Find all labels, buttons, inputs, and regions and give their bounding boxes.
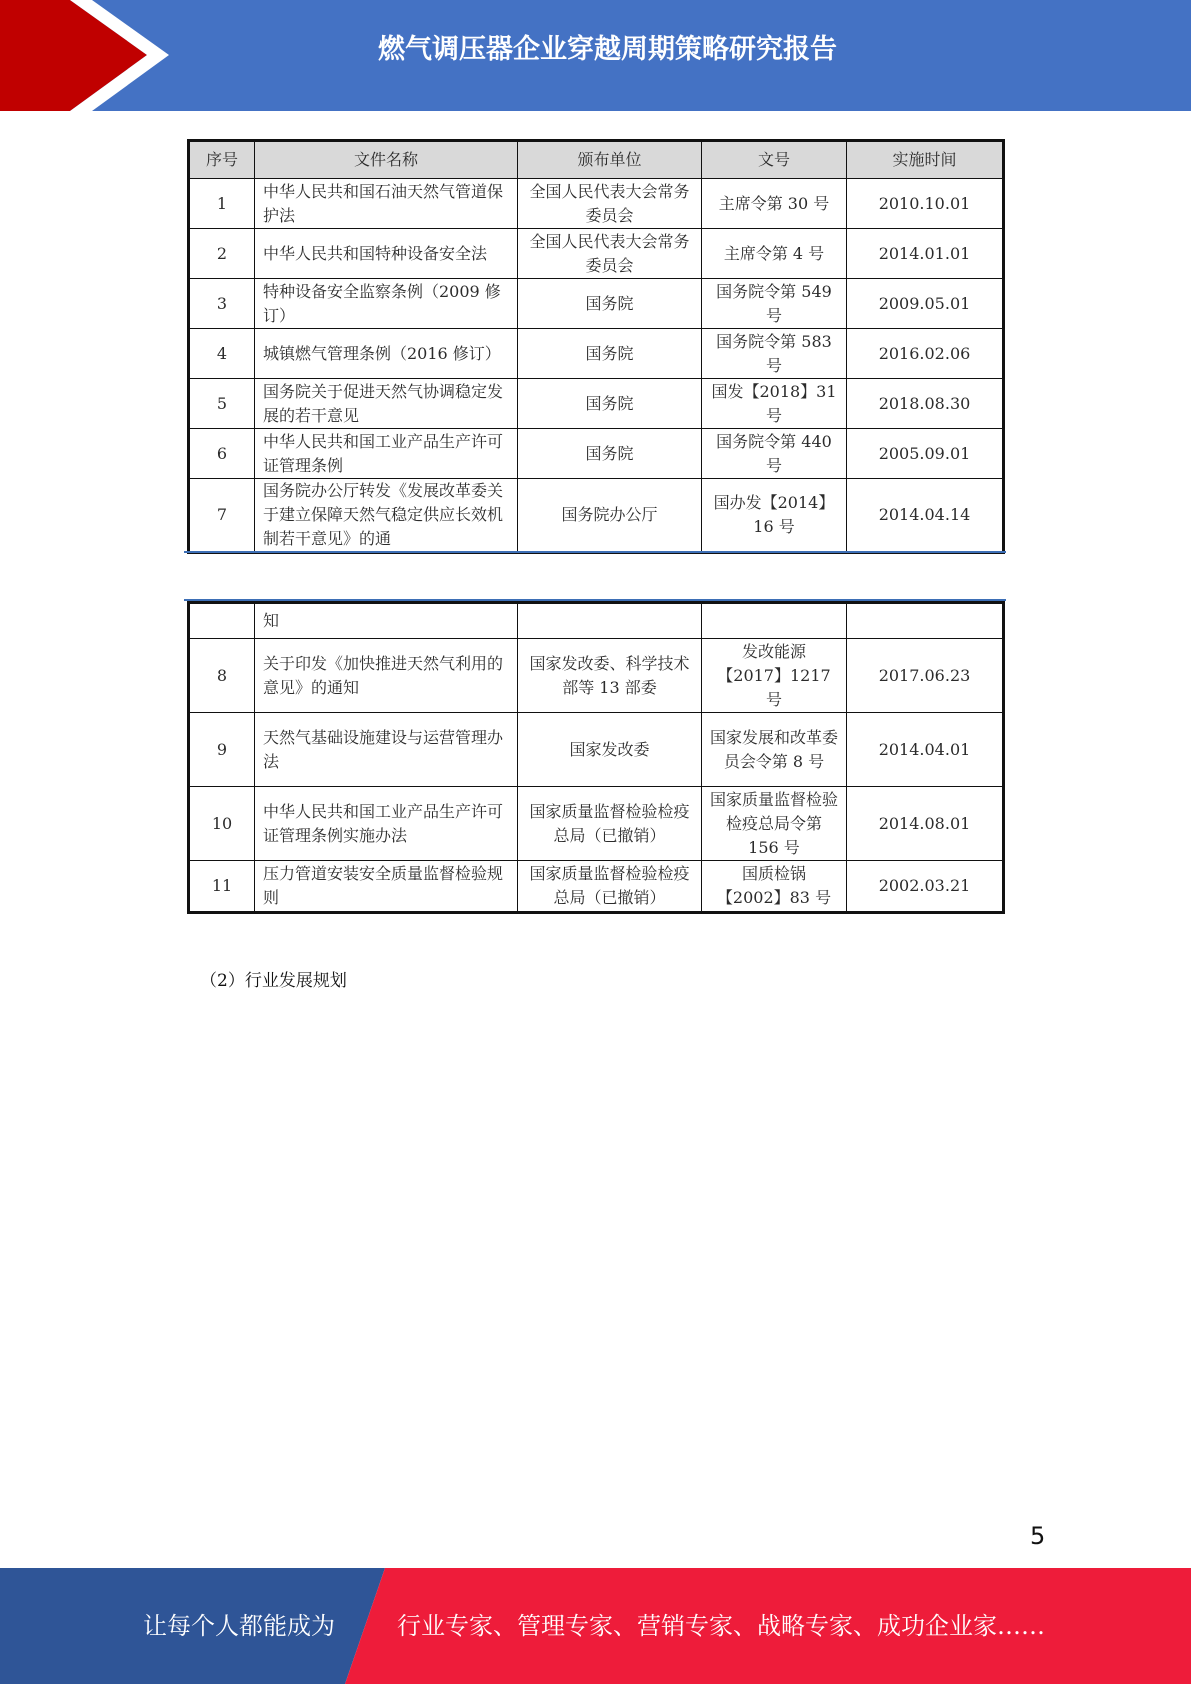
- table-header-row: [189, 141, 1004, 179]
- table-row: [189, 861, 1004, 913]
- table-cell: 2014.04.14: [847, 479, 1004, 553]
- table-cell: 全国人民代表大会常务委员会: [518, 229, 702, 279]
- table-cell: 国务院: [518, 429, 702, 479]
- column-header: 序号: [189, 141, 255, 179]
- table-cell: 主席令第 4 号: [702, 229, 847, 279]
- table-cell: 国家发改委、科学技术部等 13 部委: [518, 639, 702, 713]
- table-cell: 国家质量监督检验检疫总局令第 156 号: [702, 787, 847, 861]
- table-cell: 2002.03.21: [847, 861, 1004, 913]
- page-header: [0, 0, 1191, 111]
- table-cell: 国发【2018】31 号: [702, 379, 847, 429]
- table-cell: 中华人民共和国工业产品生产许可证管理条例实施办法: [255, 787, 518, 861]
- footer-slogan-left: 让每个人都能成为: [143, 1612, 335, 1640]
- table-cell: 中华人民共和国石油天然气管道保护法: [255, 179, 518, 229]
- regulation-table: [187, 139, 1005, 554]
- table-cell: 1: [189, 179, 255, 229]
- table-row: [189, 639, 1004, 713]
- report-title: 燃气调压器企业穿越周期策略研究报告: [378, 34, 837, 65]
- table-row: [189, 329, 1004, 379]
- table-cell: 国家发改委: [518, 713, 702, 787]
- table-cell: 2018.08.30: [847, 379, 1004, 429]
- table-cell: 国务院: [518, 329, 702, 379]
- regulation-table-part1: [187, 139, 1002, 554]
- table-cell: 2: [189, 229, 255, 279]
- column-header: 文号: [702, 141, 847, 179]
- table-cell: 国务院令第 549 号: [702, 279, 847, 329]
- table-cell: 7: [189, 479, 255, 553]
- table-cell: 国家质量监督检验检疫总局（已撤销）: [518, 787, 702, 861]
- table-cell: 中华人民共和国工业产品生产许可证管理条例: [255, 429, 518, 479]
- table-cell: 2010.10.01: [847, 179, 1004, 229]
- table-cell: 5: [189, 379, 255, 429]
- table-cell: 国务院办公厅: [518, 479, 702, 553]
- footer-slogan-right: 行业专家、管理专家、营销专家、战略专家、成功企业家……: [397, 1612, 1045, 1640]
- table-cell: 国质检锅【2002】83 号: [702, 861, 847, 913]
- table-cell: 全国人民代表大会常务委员会: [518, 179, 702, 229]
- table-cell: [847, 603, 1004, 639]
- table-cell: 国家质量监督检验检疫总局（已撤销）: [518, 861, 702, 913]
- table-cell: 8: [189, 639, 255, 713]
- column-header: 颁布单位: [518, 141, 702, 179]
- table-cell: 压力管道安装安全质量监督检验规则: [255, 861, 518, 913]
- table-row: [189, 787, 1004, 861]
- table-cell: 城镇燃气管理条例（2016 修订）: [255, 329, 518, 379]
- table-cell: 10: [189, 787, 255, 861]
- table-cell: 6: [189, 429, 255, 479]
- table-cell: 主席令第 30 号: [702, 179, 847, 229]
- table-cell: [189, 603, 255, 639]
- page-number: 5: [1030, 1522, 1046, 1550]
- table-cell: 2014.01.01: [847, 229, 1004, 279]
- table-row: [189, 229, 1004, 279]
- table-row: [189, 603, 1004, 639]
- table-cell: 2017.06.23: [847, 639, 1004, 713]
- table-row: [189, 279, 1004, 329]
- table-cell: 国务院办公厅转发《发展改革委关于建立保障天然气稳定供应长效机制若干意见》的通: [255, 479, 518, 553]
- table-cell: 2014.08.01: [847, 787, 1004, 861]
- table-cell: 2005.09.01: [847, 429, 1004, 479]
- table-cell: [702, 603, 847, 639]
- regulation-table-part2: [187, 601, 1002, 914]
- table-cell: [518, 603, 702, 639]
- page-split-divider: [184, 551, 1006, 553]
- table-row: [189, 379, 1004, 429]
- table-cell: 11: [189, 861, 255, 913]
- column-header: 文件名称: [255, 141, 518, 179]
- table-cell: 9: [189, 713, 255, 787]
- regulation-table-continued: [187, 601, 1005, 914]
- table-cell: 发改能源【2017】1217 号: [702, 639, 847, 713]
- table-row: [189, 713, 1004, 787]
- column-header: 实施时间: [847, 141, 1004, 179]
- table-cell: 关于印发《加快推进天然气利用的意见》的通知: [255, 639, 518, 713]
- table-cell: 国务院令第 583 号: [702, 329, 847, 379]
- table-cell: 天然气基础设施建设与运营管理办法: [255, 713, 518, 787]
- table-cell: 国家发展和改革委员会令第 8 号: [702, 713, 847, 787]
- page-footer: [0, 1568, 1191, 1684]
- table-cell: 国务院: [518, 279, 702, 329]
- table-cell: 知: [255, 603, 518, 639]
- table-cell: 2016.02.06: [847, 329, 1004, 379]
- table-cell: 国务院令第 440 号: [702, 429, 847, 479]
- table-row: [189, 429, 1004, 479]
- table-cell: 3: [189, 279, 255, 329]
- table-cell: 国务院关于促进天然气协调稳定发展的若干意见: [255, 379, 518, 429]
- table-row: [189, 179, 1004, 229]
- table-cell: 2009.05.01: [847, 279, 1004, 329]
- table-cell: 国务院: [518, 379, 702, 429]
- table-cell: 国办发【2014】16 号: [702, 479, 847, 553]
- table-cell: 4: [189, 329, 255, 379]
- table-row: [189, 479, 1004, 553]
- table-cell: 中华人民共和国特种设备安全法: [255, 229, 518, 279]
- table-cell: 特种设备安全监察条例（2009 修订）: [255, 279, 518, 329]
- table-cell: 2014.04.01: [847, 713, 1004, 787]
- section-heading: （2）行业发展规划: [200, 971, 347, 991]
